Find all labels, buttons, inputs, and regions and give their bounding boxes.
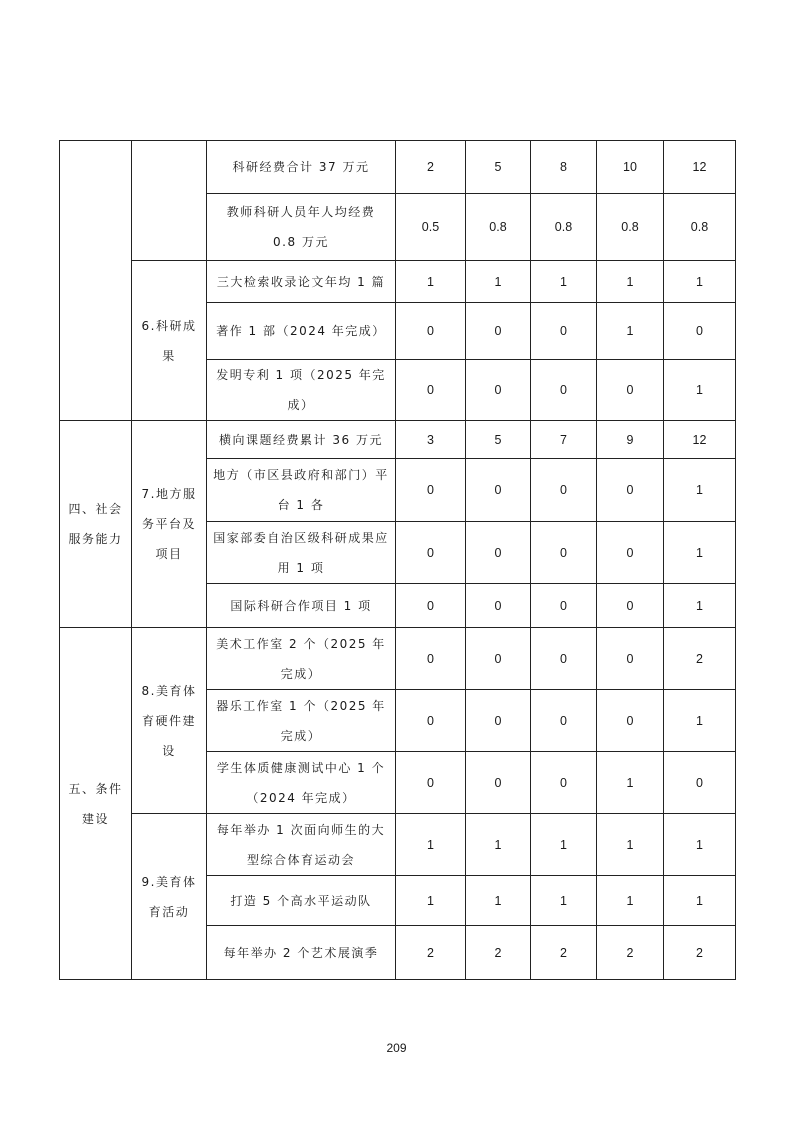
indicator-cell: 国家部委自治区级科研成果应用 1 项 bbox=[207, 522, 396, 584]
value-cell: 0 bbox=[396, 752, 466, 814]
value-cell: 2 bbox=[664, 926, 736, 980]
value-cell: 1 bbox=[597, 876, 664, 926]
value-cell: 0.8 bbox=[531, 194, 597, 261]
indicator-cell: 发明专利 1 项（2025 年完成） bbox=[207, 360, 396, 421]
value-cell: 0 bbox=[597, 628, 664, 690]
value-cell: 1 bbox=[466, 261, 531, 303]
value-cell: 0 bbox=[396, 303, 466, 360]
sub-category-cell: 8.美育体育硬件建设 bbox=[132, 628, 207, 814]
category-cell: 五、条件建设 bbox=[60, 628, 132, 980]
value-cell: 1 bbox=[466, 814, 531, 876]
value-cell: 2 bbox=[466, 926, 531, 980]
category-cell: 四、社会服务能力 bbox=[60, 421, 132, 628]
value-cell: 0.8 bbox=[466, 194, 531, 261]
value-cell: 0 bbox=[396, 360, 466, 421]
value-cell: 10 bbox=[597, 141, 664, 194]
value-cell: 3 bbox=[396, 421, 466, 459]
value-cell: 1 bbox=[664, 876, 736, 926]
value-cell: 1 bbox=[466, 876, 531, 926]
value-cell: 1 bbox=[597, 752, 664, 814]
value-cell: 0 bbox=[466, 459, 531, 522]
value-cell: 0 bbox=[531, 690, 597, 752]
value-cell: 2 bbox=[664, 628, 736, 690]
value-cell: 1 bbox=[664, 459, 736, 522]
indicator-cell: 器乐工作室 1 个（2025 年完成） bbox=[207, 690, 396, 752]
table-row bbox=[60, 814, 736, 876]
sub-category-cell bbox=[132, 141, 207, 261]
indicator-cell: 国际科研合作项目 1 项 bbox=[207, 584, 396, 628]
value-cell: 8 bbox=[531, 141, 597, 194]
value-cell: 1 bbox=[396, 814, 466, 876]
value-cell: 0 bbox=[531, 584, 597, 628]
sub-category-cell: 7.地方服务平台及项目 bbox=[132, 421, 207, 628]
value-cell: 5 bbox=[466, 421, 531, 459]
value-cell: 0 bbox=[664, 752, 736, 814]
value-cell: 1 bbox=[664, 690, 736, 752]
value-cell: 0 bbox=[466, 360, 531, 421]
table-row bbox=[60, 261, 736, 303]
value-cell: 1 bbox=[664, 522, 736, 584]
value-cell: 1 bbox=[531, 876, 597, 926]
value-cell: 0 bbox=[597, 690, 664, 752]
indicator-cell: 美术工作室 2 个（2025 年完成） bbox=[207, 628, 396, 690]
value-cell: 7 bbox=[531, 421, 597, 459]
indicator-cell: 每年举办 1 次面向师生的大型综合体育运动会 bbox=[207, 814, 396, 876]
value-cell: 0 bbox=[597, 459, 664, 522]
sub-category-cell: 6.科研成果 bbox=[132, 261, 207, 421]
value-cell: 0 bbox=[466, 584, 531, 628]
value-cell: 0 bbox=[466, 628, 531, 690]
value-cell: 0 bbox=[531, 303, 597, 360]
value-cell: 0 bbox=[396, 628, 466, 690]
value-cell: 9 bbox=[597, 421, 664, 459]
value-cell: 0.8 bbox=[664, 194, 736, 261]
value-cell: 0 bbox=[466, 752, 531, 814]
table-row bbox=[60, 421, 736, 459]
indicator-cell: 科研经费合计 37 万元 bbox=[207, 141, 396, 194]
value-cell: 0 bbox=[531, 459, 597, 522]
value-cell: 1 bbox=[597, 261, 664, 303]
value-cell: 0 bbox=[396, 459, 466, 522]
value-cell: 0 bbox=[664, 303, 736, 360]
value-cell: 0 bbox=[597, 360, 664, 421]
table-row bbox=[60, 141, 736, 194]
indicator-cell: 地方（市区县政府和部门）平台 1 各 bbox=[207, 459, 396, 522]
value-cell: 0 bbox=[597, 584, 664, 628]
value-cell: 1 bbox=[664, 814, 736, 876]
value-cell: 0 bbox=[396, 522, 466, 584]
value-cell: 5 bbox=[466, 141, 531, 194]
value-cell: 0 bbox=[531, 752, 597, 814]
value-cell: 1 bbox=[664, 360, 736, 421]
value-cell: 0 bbox=[396, 584, 466, 628]
value-cell: 0 bbox=[531, 628, 597, 690]
value-cell: 2 bbox=[396, 141, 466, 194]
value-cell: 0.8 bbox=[597, 194, 664, 261]
page-number: 209 bbox=[386, 1041, 407, 1055]
indicator-cell: 著作 1 部（2024 年完成） bbox=[207, 303, 396, 360]
value-cell: 2 bbox=[396, 926, 466, 980]
value-cell: 1 bbox=[531, 814, 597, 876]
indicator-cell: 三大检索收录论文年均 1 篇 bbox=[207, 261, 396, 303]
indicator-cell: 每年举办 2 个艺术展演季 bbox=[207, 926, 396, 980]
value-cell: 1 bbox=[597, 814, 664, 876]
indicator-cell: 打造 5 个高水平运动队 bbox=[207, 876, 396, 926]
indicator-cell: 学生体质健康测试中心 1 个（2024 年完成） bbox=[207, 752, 396, 814]
category-cell bbox=[60, 141, 132, 421]
value-cell: 12 bbox=[664, 141, 736, 194]
plan-table bbox=[59, 140, 736, 980]
value-cell: 0 bbox=[597, 522, 664, 584]
table-row bbox=[60, 628, 736, 690]
value-cell: 0 bbox=[531, 522, 597, 584]
indicator-cell: 横向课题经费累计 36 万元 bbox=[207, 421, 396, 459]
value-cell: 0 bbox=[466, 522, 531, 584]
value-cell: 0 bbox=[531, 360, 597, 421]
value-cell: 1 bbox=[664, 584, 736, 628]
value-cell: 12 bbox=[664, 421, 736, 459]
value-cell: 0 bbox=[466, 690, 531, 752]
value-cell: 1 bbox=[597, 303, 664, 360]
value-cell: 2 bbox=[597, 926, 664, 980]
value-cell: 1 bbox=[396, 261, 466, 303]
value-cell: 0.5 bbox=[396, 194, 466, 261]
value-cell: 1 bbox=[664, 261, 736, 303]
value-cell: 2 bbox=[531, 926, 597, 980]
value-cell: 1 bbox=[396, 876, 466, 926]
sub-category-cell: 9.美育体育活动 bbox=[132, 814, 207, 980]
value-cell: 0 bbox=[396, 690, 466, 752]
value-cell: 1 bbox=[531, 261, 597, 303]
value-cell: 0 bbox=[466, 303, 531, 360]
indicator-cell: 教师科研人员年人均经费 0.8 万元 bbox=[207, 194, 396, 261]
